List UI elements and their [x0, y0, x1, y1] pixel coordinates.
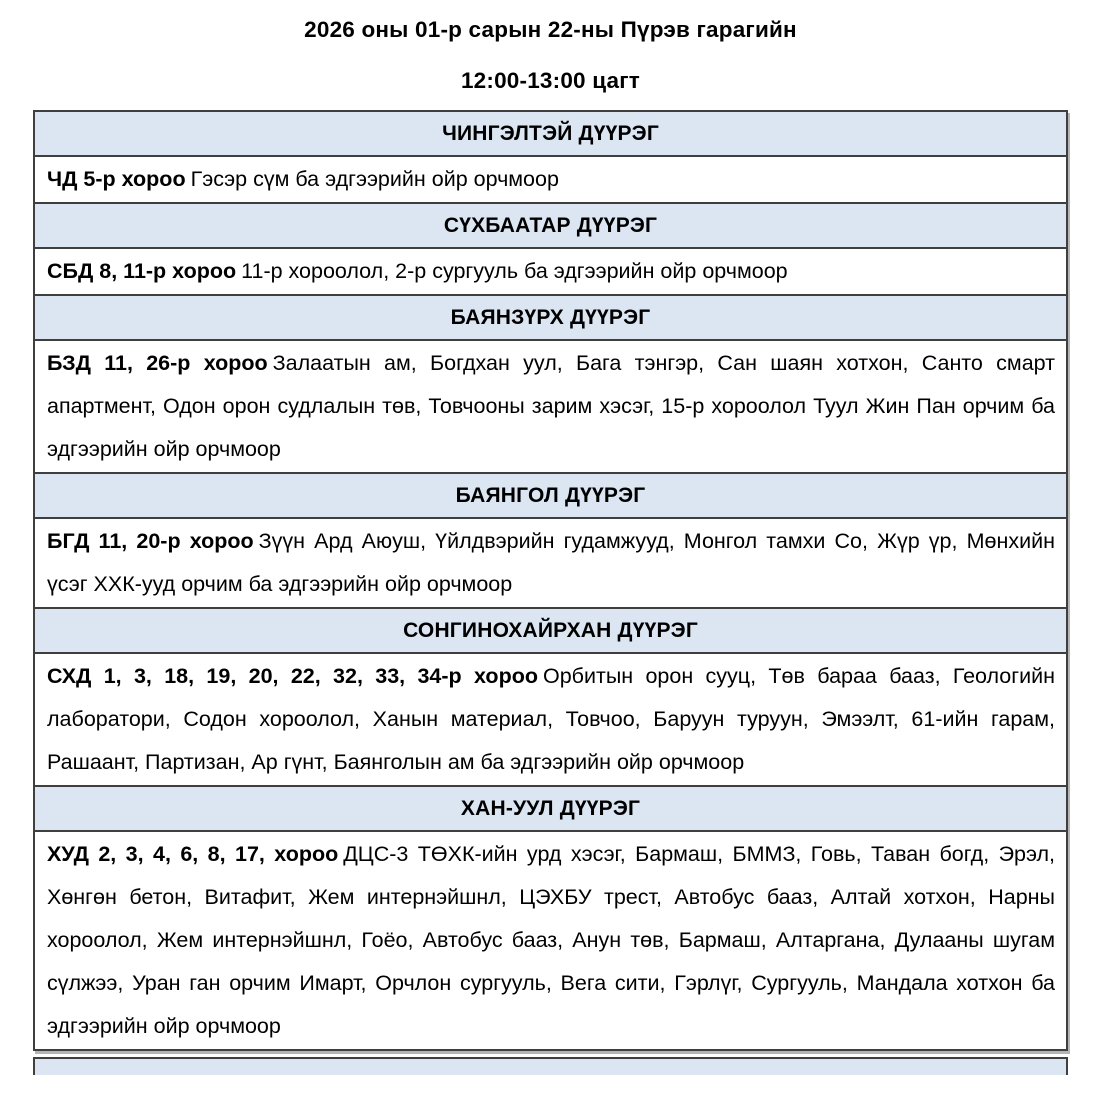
district-row-chingeltei: [35, 157, 1066, 204]
areas-text: Зүүн Ард Аюуш, Үйлдвэрийн гудамжууд, Монгол тамхи Со, Жүр үр, Мөнхийн үсэг ХХК-ууд орчим ба эдгээрийн ойр орчмоор: [47, 529, 1055, 596]
next-district-header-partial: [33, 1057, 1068, 1075]
district-header-songinokhairkhan: СОНГИНОХАЙРХАН ДҮҮРЭГ: [35, 609, 1066, 654]
district-row-bayangol: [35, 519, 1066, 609]
district-row-songinokhairkhan: [35, 654, 1066, 787]
areas-text: Гэсэр сүм ба эдгээрийн ойр орчмоор: [190, 167, 559, 191]
khoroo-label: ЧД 5-р хороо: [47, 167, 186, 191]
district-row-khan-uul: [35, 832, 1066, 1049]
areas-text: 11-р хороолол, 2-р сургууль ба эдгээрийн ойр орчмоор: [241, 259, 788, 283]
district-header-khan-uul: ХАН-УУЛ ДҮҮРЭГ: [35, 787, 1066, 832]
outage-table: [33, 110, 1068, 1051]
district-header-bayangol: БАЯНГОЛ ДҮҮРЭГ: [35, 474, 1066, 519]
khoroo-label: БЗД 11, 26-р хороо: [47, 351, 268, 375]
district-header-sukhbaatar: СҮХБААТАР ДҮҮРЭГ: [35, 204, 1066, 249]
areas-text: ДЦС-3 ТӨХК-ийн урд хэсэг, Бармаш, БММЗ, Говь, Таван богд, Эрэл, Хөнгөн бетон, Витафит, Жем интернэйшнл, ЦЭХБУ трест, Автобус бааз, Алтай хотхон, Нарны хороолол, Жем интернэйшнл, Гоёо, Автобус бааз, Анун төв, Бармаш, Алтаргана, Дулааны шугам сүлжээ, Уран ган орчим Имарт, Орчлон сургууль, Вега сити, Гэрлүг, Сургууль, Мандала хотхон ба эдгээрийн ойр орчмоор: [47, 842, 1055, 1038]
district-row-bayanzurkh: [35, 341, 1066, 474]
district-row-sukhbaatar: [35, 249, 1066, 296]
khoroo-label: ХУД 2, 3, 4, 6, 8, 17, хороо: [47, 842, 339, 866]
district-header-bayanzurkh: БАЯНЗҮРХ ДҮҮРЭГ: [35, 296, 1066, 341]
document-title-time: 12:00-13:00 цагт: [460, 68, 641, 93]
khoroo-label: СБД 8, 11-р хороо: [47, 259, 237, 283]
areas-text: Залаатын ам, Богдхан уул, Бага тэнгэр, Сан шаян хотхон, Санто смарт апартмент, Одон орон судлалын төв, Товчооны зарим хэсэг, 15-р хороолол Туул Жин Пан орчим ба эдгээрийн ойр орчмоор: [47, 351, 1055, 461]
khoroo-label: СХД 1, 3, 18, 19, 20, 22, 32, 33, 34-р хороо: [47, 664, 538, 688]
document-title-date: 2026 оны 01-р сарын 22-ны Пүрэв гарагийн: [304, 17, 797, 42]
areas-text: Орбитын орон сууц, Төв бараа бааз, Геологийн лаборатори, Содон хороолол, Ханын материал, Товчоо, Баруун туруун, Эмээлт, 61-ийн гарам, Рашаант, Партизан, Ар гүнт, Баянголын ам ба эдгээрийн ойр орчмоор: [47, 664, 1055, 774]
khoroo-label: БГД 11, 20-р хороо: [47, 529, 254, 553]
district-header-chingeltei: ЧИНГЭЛТЭЙ ДҮҮРЭГ: [35, 112, 1066, 157]
